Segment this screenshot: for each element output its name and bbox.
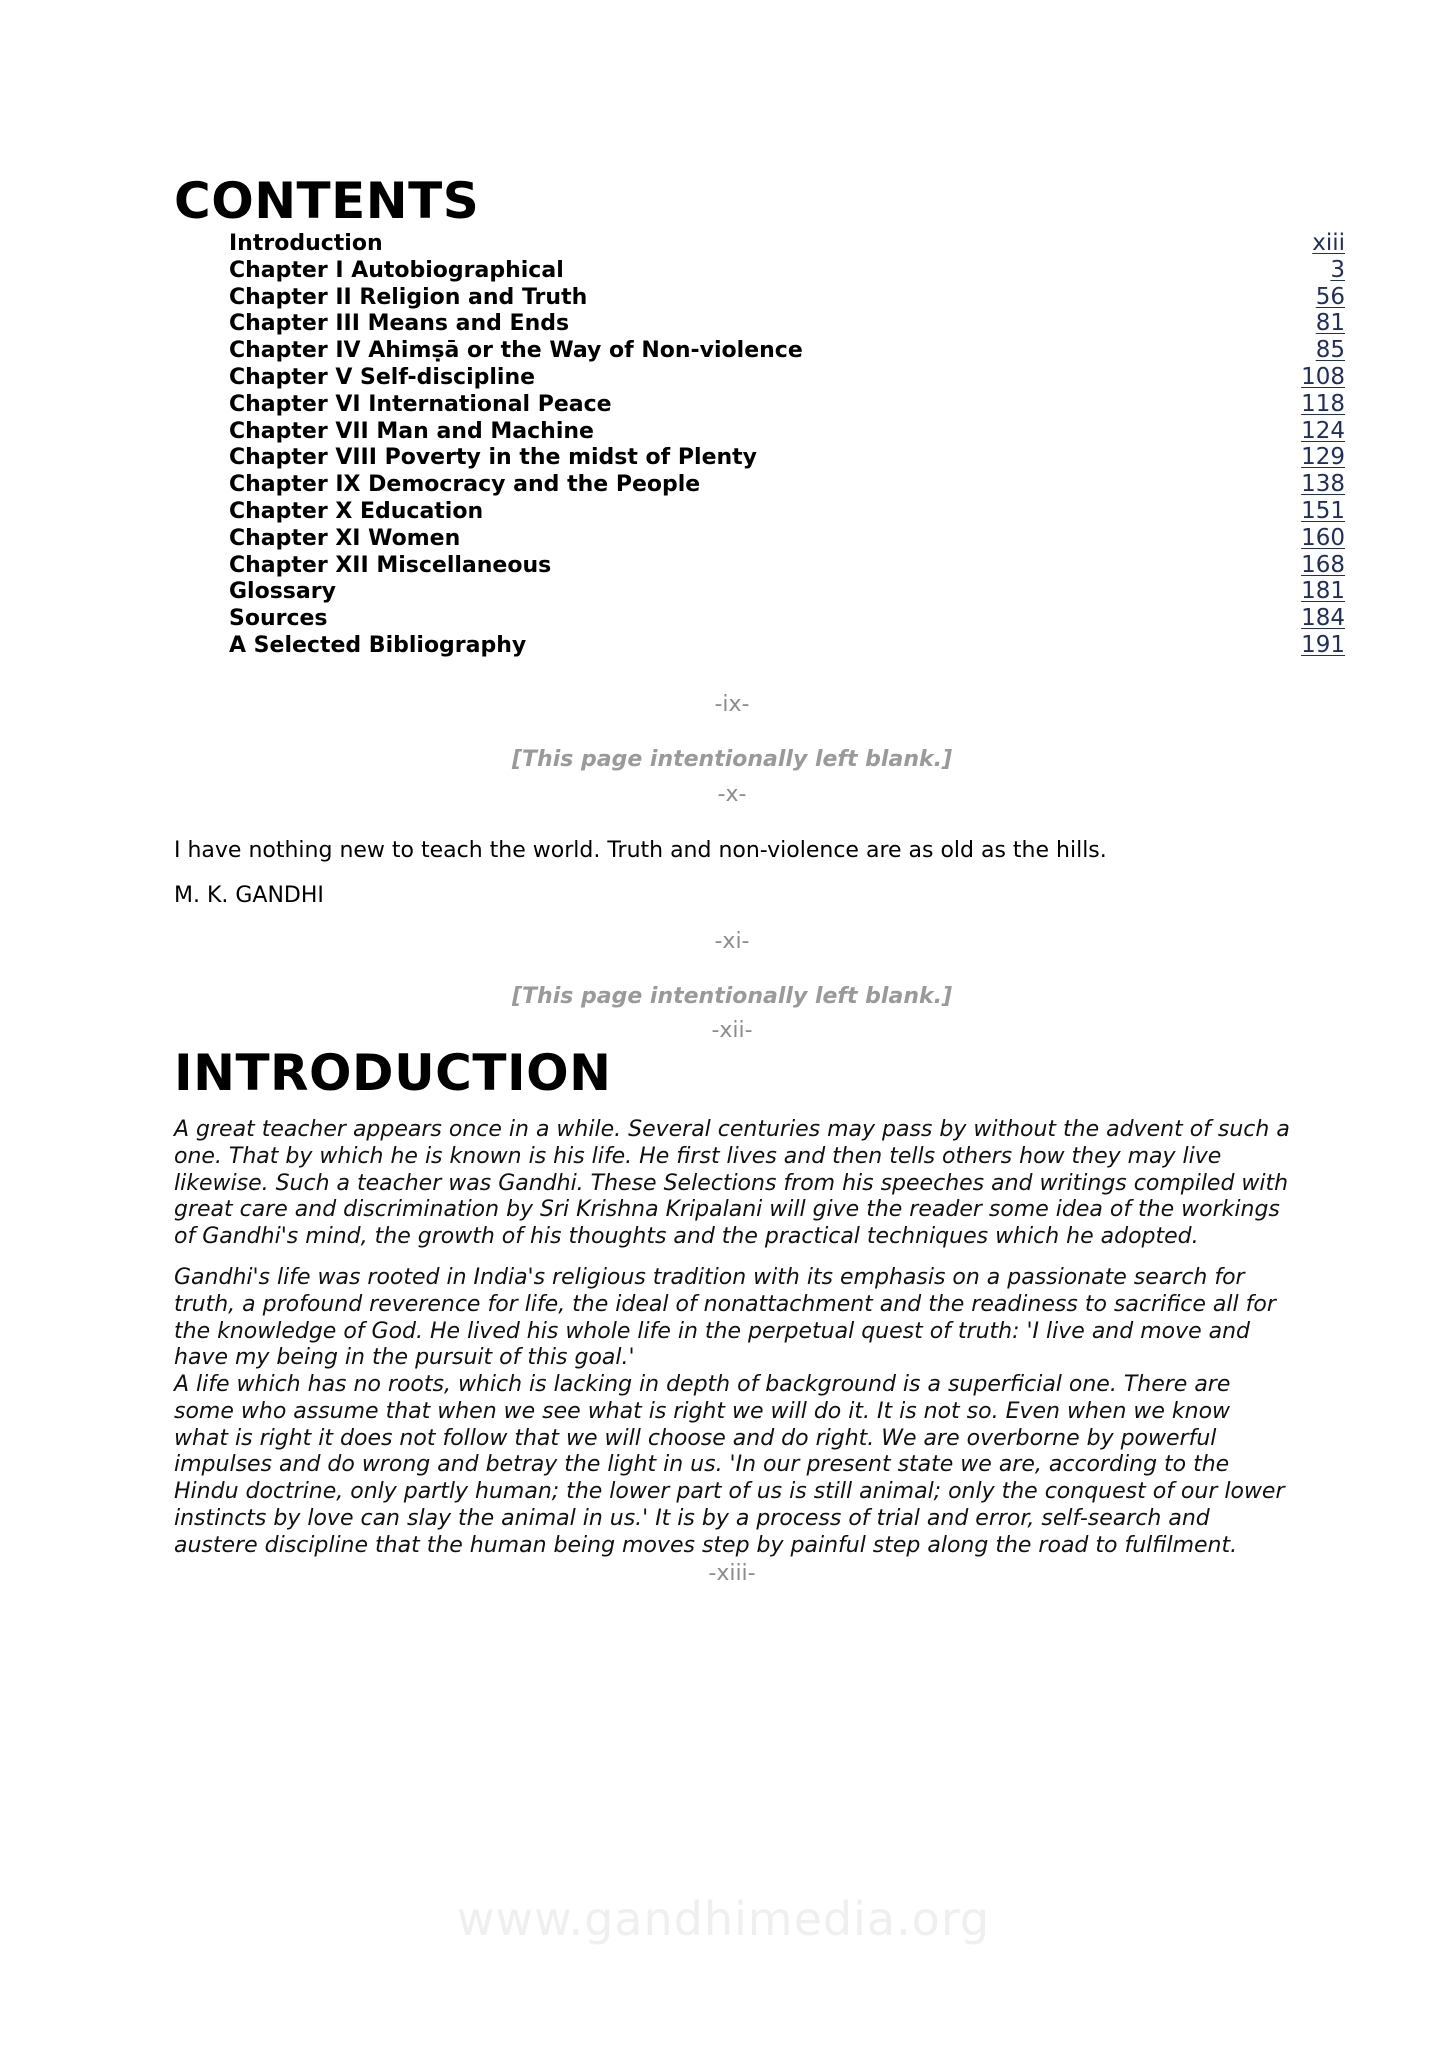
toc-page-link[interactable]: 56: [1315, 283, 1345, 310]
toc-entry-title: Chapter VIII Poverty in the midst of Plenty: [229, 445, 758, 471]
toc-page-link[interactable]: 168: [1301, 551, 1345, 578]
toc-entry-title: Introduction: [229, 231, 383, 256]
epigraph-author: M. K. GANDHI: [174, 883, 324, 908]
toc-entry: [229, 418, 1345, 445]
toc-page-link[interactable]: 85: [1315, 337, 1345, 364]
blank-page-notice-2: [This page intentionally left blank.]: [511, 984, 953, 1009]
toc-page-link[interactable]: xiii: [1312, 230, 1345, 256]
toc-entry: [229, 310, 1345, 337]
page-number-x: -x-: [717, 782, 747, 807]
toc-entry: [229, 498, 1345, 525]
toc-entry-title: Chapter VII Man and Machine: [229, 418, 594, 444]
intro-paragraph-3: A life which has no roots, which is lacking in depth of background is a superficial one. There are some who assume that when we see what is right we will do it. It is not so. Even when we know what is right it does not follow that we will choose and do right. We are overborne by powerful impulses and do wrong and betray the light in us. 'In our present state we are, according to the Hindu doctrine, only partly human; the lower part of us is still animal; only the conquest of our lower instincts by love can slay the animal in us.' It is by a process of trial and error, self-search and austere discipline that the human being moves step by painful step along the road to fulfilment.: [174, 1372, 1285, 1558]
contents-heading: CONTENTS: [174, 172, 480, 230]
toc-entry: [229, 471, 1345, 498]
toc-entry-title: Chapter II Religion and Truth: [229, 284, 588, 310]
toc-entry-title: Chapter IX Democracy and the People: [229, 472, 701, 498]
toc-entry-title: A Selected Bibliography: [229, 632, 527, 658]
toc-entry: [229, 257, 1345, 284]
toc-entry-title: Chapter XI Women: [229, 525, 461, 551]
toc-page-link[interactable]: 181: [1301, 578, 1345, 605]
toc-page-link[interactable]: 124: [1301, 417, 1345, 444]
toc-page-link[interactable]: 160: [1301, 524, 1345, 551]
toc-entry: [229, 284, 1345, 311]
intro-paragraph-1: A great teacher appears once in a while. Several centuries may pass by without the advent of such a one. That by which he is known is his life. He first lives and then tells others how they may live likewise. Such a teacher was Gandhi. These Selections from his speeches and writings compiled with great care and discrimination by Sri Krishna Kripalani will give the reader some idea of the workings of Gandhi's mind, the growth of his thoughts and the practical techniques which he adopted.: [174, 1117, 1290, 1250]
toc-entry: [229, 552, 1345, 579]
toc-entry-title: Chapter IV Ahimṣā or the Way of Non-violence: [229, 338, 803, 364]
toc-entry: [229, 578, 1345, 605]
toc-entry: [229, 444, 1345, 471]
toc-page-link[interactable]: 3: [1330, 256, 1345, 283]
page-number-xiii: -xiii-: [708, 1561, 756, 1586]
blank-page-notice: [This page intentionally left blank.]: [511, 747, 953, 772]
toc-entry: [229, 525, 1345, 552]
toc-entry: [229, 230, 1345, 257]
intro-paragraph-2: Gandhi's life was rooted in India's religious tradition with its emphasis on a passionate search for truth, a profound reverence for life, the ideal of nonattachment and the readiness to sacrifice all for the knowledge of God. He lived his whole life in the perpetual quest of truth: 'I live and move and have my being in the pursuit of this goal.': [174, 1265, 1276, 1371]
toc-entry: [229, 632, 1345, 659]
toc-entry: [229, 391, 1345, 418]
introduction-heading: INTRODUCTION: [174, 1044, 612, 1102]
page-number-xii: -xii-: [711, 1018, 753, 1043]
toc-entry-title: Chapter XII Miscellaneous: [229, 552, 552, 578]
toc-page-link[interactable]: 138: [1301, 471, 1345, 498]
toc-page-link[interactable]: 118: [1301, 390, 1345, 417]
page-number-xi: -xi-: [714, 929, 750, 954]
toc-page-link[interactable]: 151: [1301, 497, 1345, 524]
page-number-ix: -ix-: [714, 692, 750, 717]
toc-entry-title: Chapter V Self-discipline: [229, 364, 536, 390]
toc-page-link[interactable]: 184: [1301, 605, 1345, 632]
toc-entry-title: Chapter III Means and Ends: [229, 311, 570, 337]
toc-entry-title: Glossary: [229, 579, 336, 605]
toc-entry: [229, 364, 1345, 391]
toc-page-link[interactable]: 108: [1301, 363, 1345, 390]
toc-entry: [229, 605, 1345, 632]
watermark: www.gandhimedia.org: [456, 1892, 991, 1946]
toc-entry: [229, 337, 1345, 364]
toc-page-link[interactable]: 129: [1301, 444, 1345, 471]
toc-entry-title: Chapter VI International Peace: [229, 391, 612, 417]
toc-page-link[interactable]: 81: [1315, 310, 1345, 337]
toc-entry-title: Sources: [229, 606, 328, 632]
toc-entry-title: Chapter I Autobiographical: [229, 257, 564, 283]
toc-page-link[interactable]: 191: [1301, 631, 1345, 658]
toc-entry-title: Chapter X Education: [229, 498, 484, 524]
epigraph-quote: I have nothing new to teach the world. Truth and non-violence are as old as the hills.: [174, 838, 1107, 863]
table-of-contents: [229, 230, 1345, 659]
